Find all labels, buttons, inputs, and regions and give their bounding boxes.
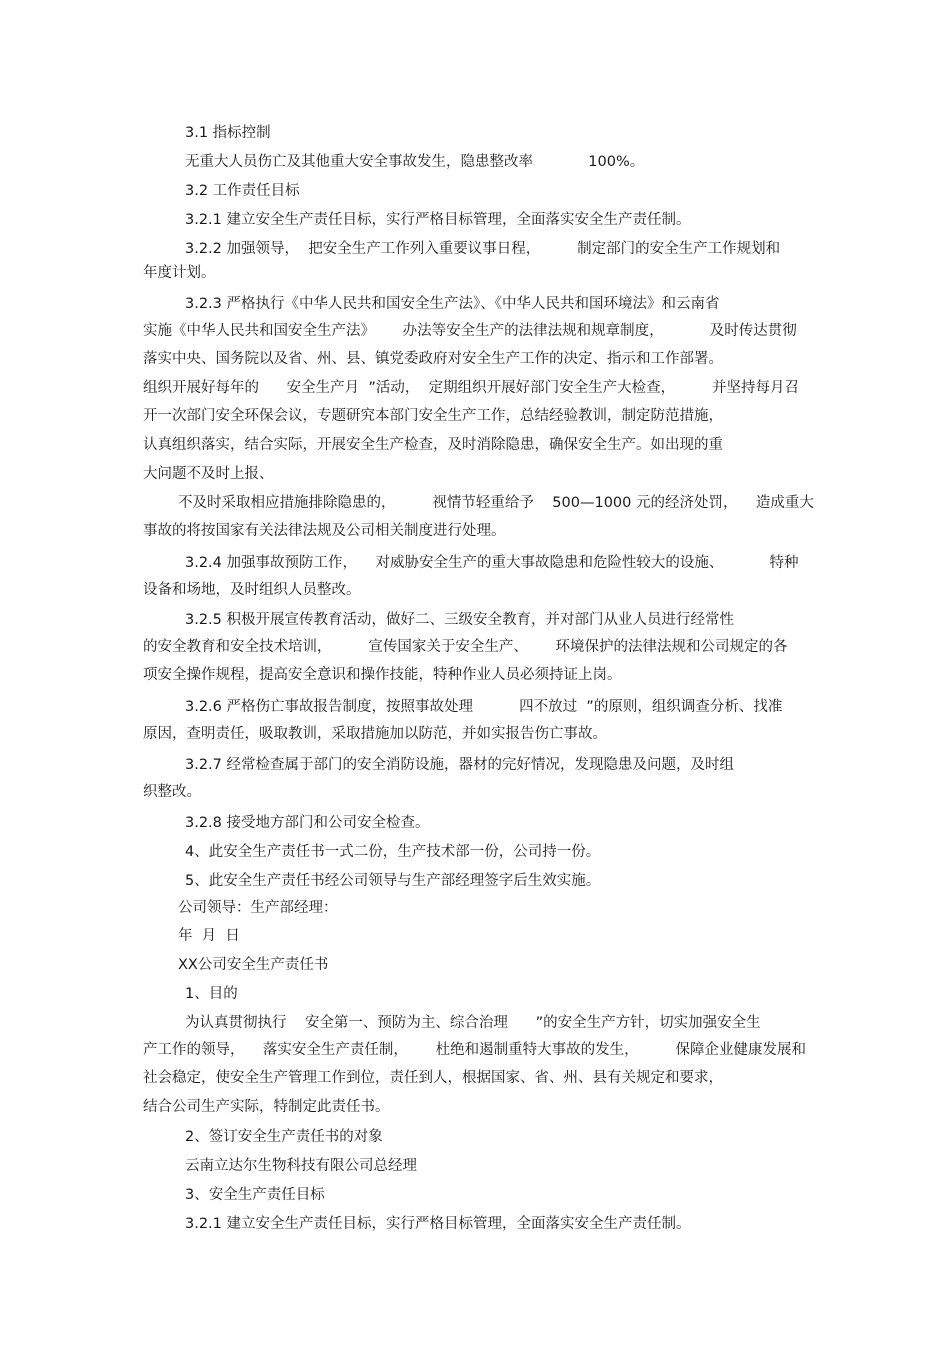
paragraph-line: 大问题不及时上报、 bbox=[143, 466, 274, 482]
paragraph-line: 3.2.2 加强领导， 把安全生产工作列入重要议事日程， 制定部门的安全生产工作规划和 bbox=[185, 241, 781, 257]
paragraph-line: 3.2.5 积极开展宣传教育活动，做好二、三级安全教育，并对部门从业人员进行经常性 bbox=[185, 612, 735, 628]
paragraph-line: 织整改。 bbox=[143, 784, 201, 800]
paragraph-line: 原因，查明责任，吸取教训，采取措施加以防范，并如实报告伤亡事故。 bbox=[143, 726, 607, 742]
paragraph-line: 组织开展好每年的 安全生产月 ”活动， 定期组织开展好部门安全生产大检查， 并坚持每月召 bbox=[143, 380, 799, 396]
paragraph-line: 的安全教育和安全技术培训， 宣传国家关于安全生产、 环境保护的法律法规和公司规定的各 bbox=[143, 639, 788, 655]
paragraph-line: 无重大人员伤亡及其他重大安全事故发生，隐患整改率 100%。 bbox=[185, 154, 645, 170]
paragraph-line: 3.2.1 建立安全生产责任目标，实行严格目标管理，全面落实安全生产责任制。 bbox=[185, 212, 691, 228]
signature-line: 公司领导：生产部经理： bbox=[178, 900, 338, 916]
section-heading: 1、目的 bbox=[185, 986, 238, 1002]
paragraph-line: 3.2.8 接受地方部门和公司安全检查。 bbox=[185, 815, 430, 831]
section-heading: 2、签订安全生产责任书的对象 bbox=[185, 1129, 383, 1145]
date-line: 年 月 日 bbox=[178, 928, 240, 944]
paragraph-line: 认真组织落实，结合实际，开展安全生产检查，及时消除隐患，确保安全生产。如出现的重 bbox=[143, 437, 723, 453]
section-heading: 3、安全生产责任目标 bbox=[185, 1187, 325, 1203]
paragraph-line: 结合公司生产实际，特制定此责任书。 bbox=[143, 1099, 390, 1115]
paragraph-line: 5、此安全生产责任书经公司领导与生产部经理签字后生效实施。 bbox=[185, 873, 601, 889]
paragraph-line: 3.2.3 严格执行《中华人民共和国安全生产法》、《中华人民共和国环境法》和云南省 bbox=[185, 296, 720, 312]
paragraph-line: 年度计划。 bbox=[143, 265, 216, 281]
heading-3-2: 3.2 工作责任目标 bbox=[185, 183, 300, 199]
paragraph-line: 项安全操作规程，提高安全意识和操作技能，特种作业人员必须持证上岗。 bbox=[143, 667, 622, 683]
paragraph-line: 实施《中华人民共和国安全生产法》 办法等安全生产的法律法规和规章制度， 及时传达贯彻 bbox=[143, 323, 797, 339]
paragraph-line: 4、此安全生产责任书一式二份，生产技术部一份，公司持一份。 bbox=[185, 844, 601, 860]
document-title: XX公司安全生产责任书 bbox=[178, 957, 329, 973]
paragraph-line: 3.2.4 加强事故预防工作， 对威胁安全生产的重大事故隐患和危险性较大的设施、 特种 bbox=[185, 555, 799, 571]
paragraph-line: 为认真贯彻执行 安全第一、预防为主、综合治理 ”的安全生产方针，切实加强安全生 bbox=[185, 1015, 761, 1031]
paragraph-line: 落实中央、国务院以及省、州、县、镇党委政府对安全生产工作的决定、指示和工作部署。 bbox=[143, 351, 723, 367]
paragraph-line: 3.2.7 经常检查属于部门的安全消防设施，器材的完好情况，发现隐患及问题，及时组 bbox=[185, 757, 735, 773]
paragraph-line: 不及时采取相应措施排除隐患的， 视情节轻重给予 500—1000 元的经济处罚， 造成重大 bbox=[178, 495, 814, 511]
paragraph-line: 3.2.6 严格伤亡事故报告制度，按照事故处理 四不放过 ”的原则，组织调查分析、找准 bbox=[185, 699, 783, 715]
paragraph-line: 设备和场地，及时组织人员整改。 bbox=[143, 582, 361, 598]
paragraph-line: 事故的将按国家有关法律法规及公司相关制度进行处理。 bbox=[143, 523, 506, 539]
paragraph-line: 开一次部门安全环保会议，专题研究本部门安全生产工作，总结经验教训，制定防范措施， bbox=[143, 408, 723, 424]
paragraph-line: 社会稳定，使安全生产管理工作到位，责任到人，根据国家、省、州、县有关规定和要求， bbox=[143, 1070, 723, 1086]
heading-3-1: 3.1 指标控制 bbox=[185, 125, 271, 141]
paragraph-line: 产工作的领导， 落实安全生产责任制， 杜绝和遏制重特大事故的发生， 保障企业健康发展和 bbox=[143, 1042, 806, 1058]
paragraph-line: 云南立达尔生物科技有限公司总经理 bbox=[185, 1158, 417, 1174]
paragraph-line: 3.2.1 建立安全生产责任目标，实行严格目标管理，全面落实安全生产责任制。 bbox=[185, 1216, 691, 1232]
